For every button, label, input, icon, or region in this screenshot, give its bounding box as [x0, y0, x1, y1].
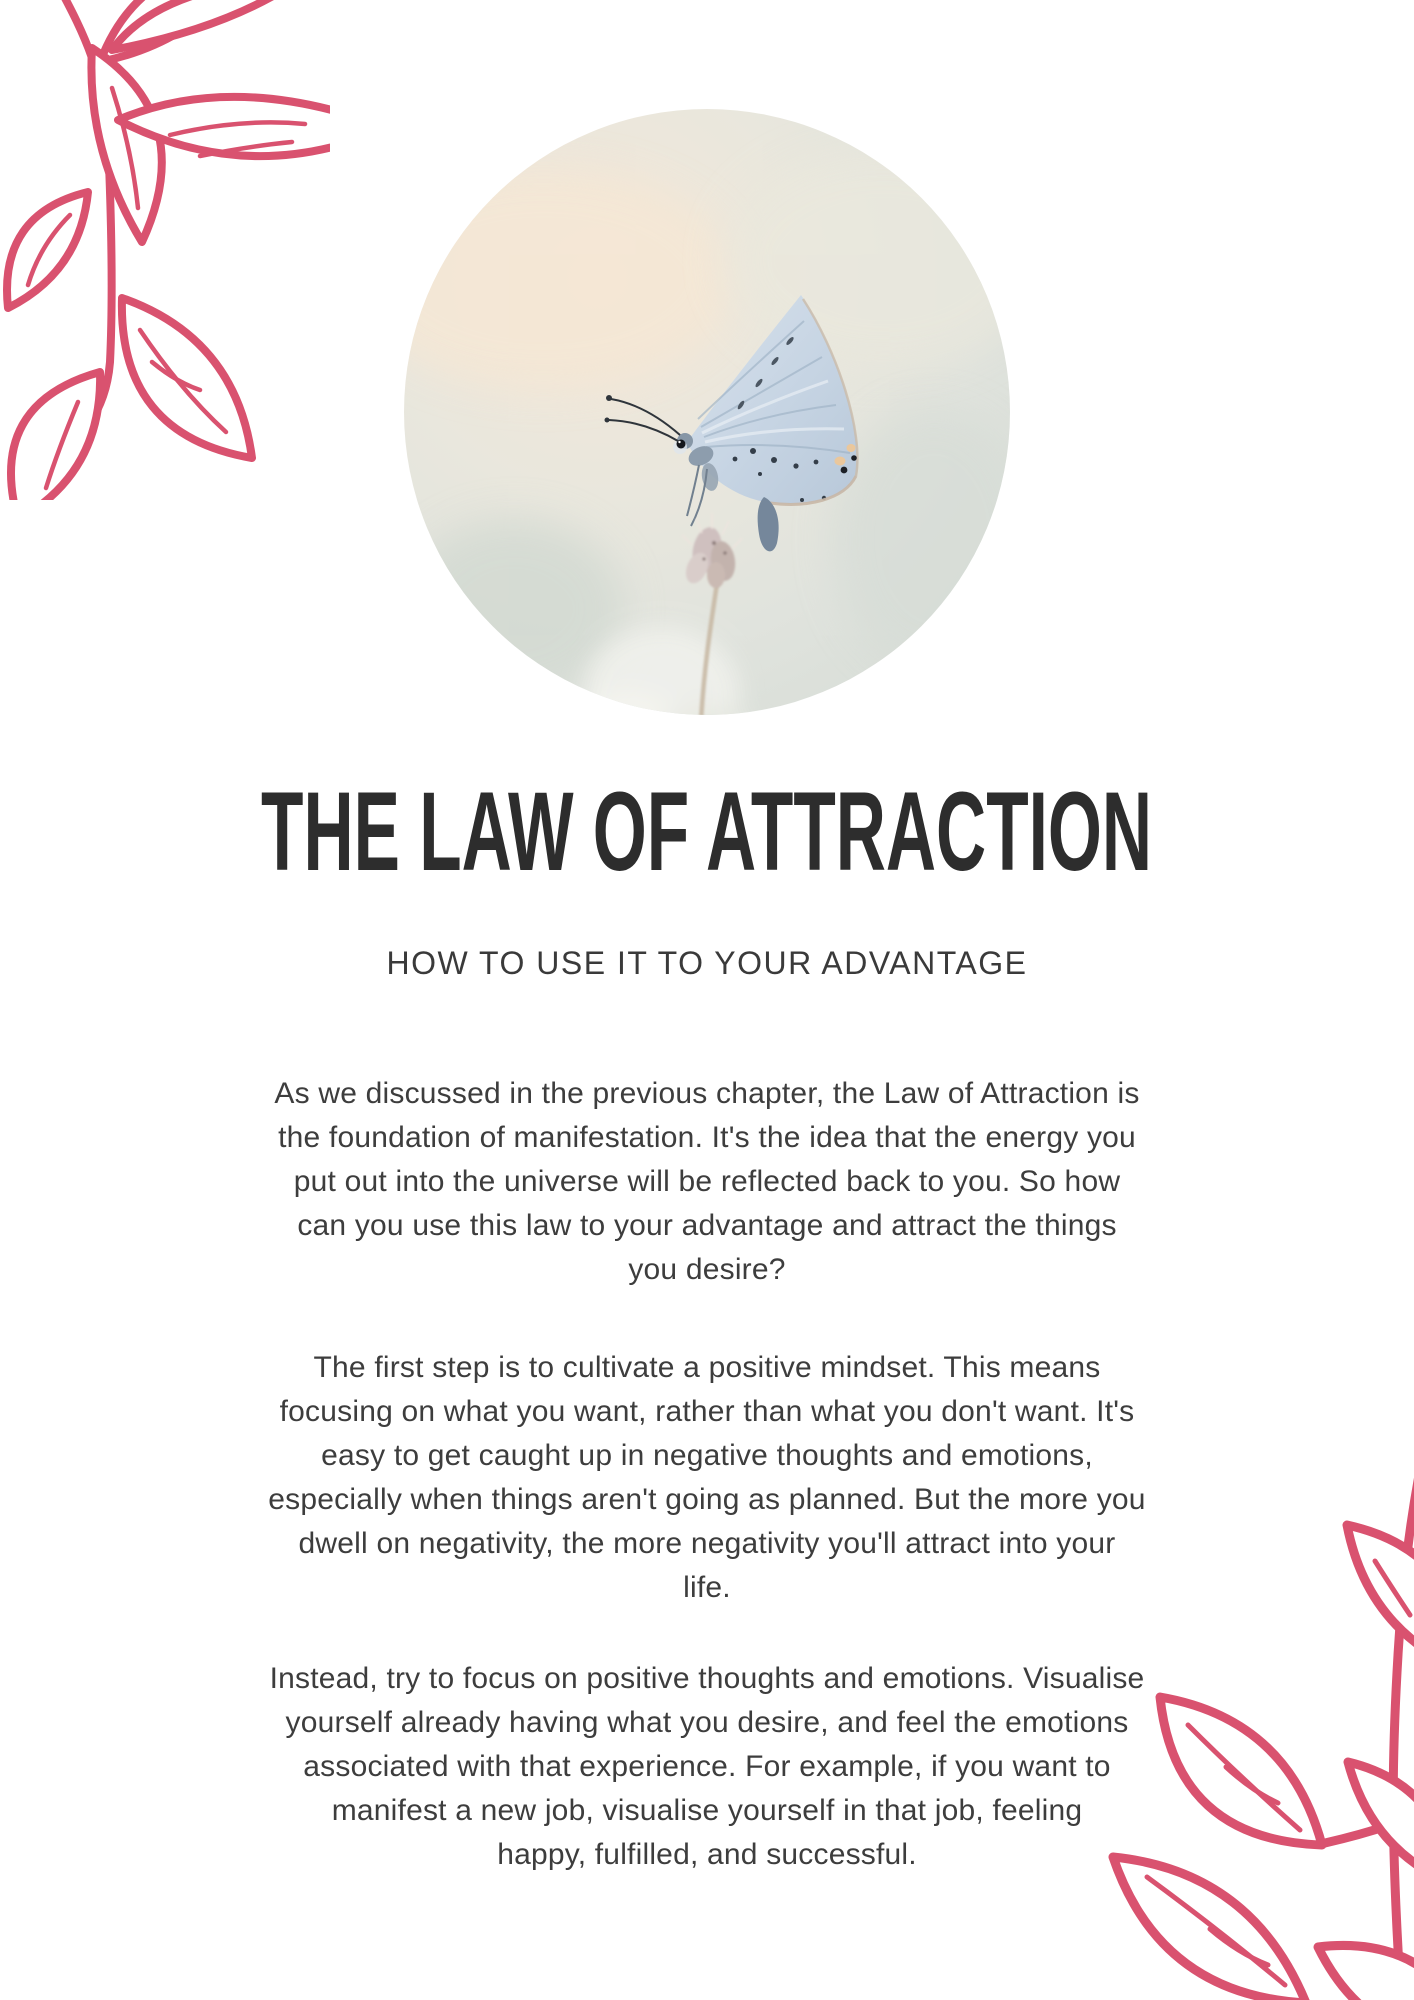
body-text [0, 1072, 1414, 1877]
text-line: The first step is to cultivate a positive mindset. This means [313, 1351, 1101, 1384]
leaf [7, 192, 88, 308]
leaf-vein [1147, 1877, 1285, 1985]
leaf [91, 48, 161, 242]
leaf-vein [28, 215, 70, 285]
eye-glint [678, 441, 680, 443]
text-line: put out into the universe will be reflected back to you. So how [293, 1165, 1121, 1198]
paragraph [0, 1657, 1414, 1877]
text-line: Instead, try to focus on positive thoughts and emotions. Visualise [269, 1662, 1145, 1695]
page-title-wrap [0, 769, 1414, 894]
antenna-club [606, 395, 612, 401]
page-subtitle: HOW TO USE IT TO YOUR ADVANTAGE [386, 945, 1028, 981]
text-line: you desire? [628, 1253, 786, 1286]
black-spot [851, 455, 857, 461]
orange-spot [835, 457, 846, 466]
text-line: especially when things aren't going as planned. But the more you [268, 1483, 1146, 1516]
text-line: associated with that experience. For example, if you want to [303, 1750, 1111, 1783]
text-line: happy, fulfilled, and successful. [497, 1838, 917, 1871]
leaf [1318, 1945, 1414, 2000]
butterfly-photo-art [404, 109, 1010, 715]
leaf [118, 97, 330, 156]
butterfly-photo [404, 109, 1010, 715]
leaf [100, 0, 250, 62]
leaf-vein [140, 330, 226, 432]
leaf-vein [170, 122, 305, 135]
leaf [1113, 1857, 1306, 2000]
text-line: can you use this law to your advantage and attract the things [297, 1209, 1117, 1242]
text-line: easy to get caught up in negative thoughts and emotions, [321, 1439, 1093, 1472]
orange-spot [847, 444, 856, 452]
leaf [112, 0, 302, 50]
leaf-vein [46, 402, 78, 488]
leaf-vein [1210, 1929, 1268, 1965]
leaf-vein [112, 88, 138, 208]
black-spot [841, 467, 848, 474]
text-line: yourself already having what you desire, and feel the emotions [285, 1706, 1129, 1739]
text-line: As we discussed in the previous chapter, the Law of Attraction is [274, 1077, 1140, 1110]
text-line: dwell on negativity, the more negativity you'll attract into your [298, 1527, 1116, 1560]
leaf-vein [200, 142, 292, 156]
branch-stem [58, 0, 112, 450]
text-line: life. [683, 1571, 731, 1604]
paragraph [0, 1072, 1414, 1292]
text-line: focusing on what you want, rather than what you don't want. It's [279, 1395, 1135, 1428]
leaf [122, 298, 252, 458]
leaf [11, 372, 100, 500]
paragraph [0, 1346, 1414, 1610]
leaf-branch-illustration-top-left [0, 0, 330, 500]
text-line: manifest a new job, visualise yourself in that job, feeling [331, 1794, 1083, 1827]
leaf-vein [152, 362, 200, 390]
page-title: THE LAW OF ATTRACTION [261, 769, 1153, 894]
text-line: the foundation of manifestation. It's the idea that the energy you [278, 1121, 1136, 1154]
antenna-club [605, 418, 610, 423]
